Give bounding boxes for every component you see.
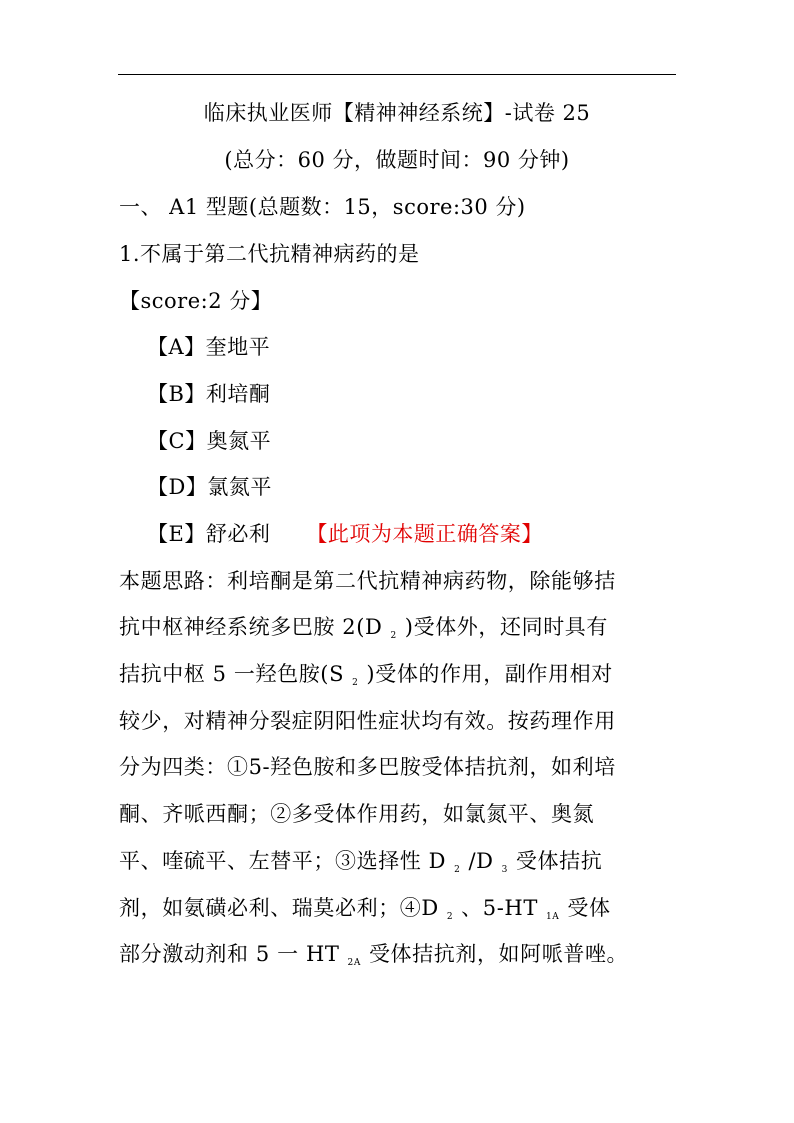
document-subtitle: (总分：60 分，做题时间：90 分钟) — [224, 148, 570, 172]
explanation-line-1: 本题思路：利培酮是第二代抗精神病药物，除能够拮 — [119, 569, 616, 593]
explanation-line-2: 抗中枢神经系统多巴胺 2(D 2 )受体外，还同时具有 — [119, 615, 608, 641]
explanation-line-6: 酮、齐哌西酮；②多受体作用药，如氯氮平、奥氮 — [119, 802, 595, 826]
correct-answer-mark: 【此项为本题正确答案】 — [306, 522, 543, 546]
option-a: 【A】奎地平 — [147, 335, 271, 359]
explanation-line-8: 剂，如氨磺必利、瑞莫必利；④D 2 、5-HT 1A 受体 — [119, 896, 611, 922]
option-e-label: 【E】舒必利 — [147, 522, 271, 546]
document-title: 临床执业医师【精神神经系统】-试卷 25 — [203, 101, 591, 125]
explanation-line-3: 拮抗中枢 5 一羟色胺(S 2 )受体的作用，副作用相对 — [119, 662, 613, 688]
header-rule — [118, 74, 676, 75]
option-d: 【D】氯氮平 — [147, 475, 272, 499]
explanation-line-7: 平、喹硫平、左替平；③选择性 D 2 /D 3 受体拮抗 — [119, 849, 603, 875]
section-heading: 一、 A1 型题(总题数：15，score:30 分) — [119, 195, 526, 219]
explanation-line-5: 分为四类：①5-羟色胺和多巴胺受体拮抗剂，如利培 — [119, 755, 616, 779]
option-b: 【B】利培酮 — [147, 382, 271, 406]
question-score: 【score:2 分】 — [119, 289, 273, 313]
explanation-line-4: 较少，对精神分裂症阴阳性症状均有效。按药理作用 — [119, 709, 616, 733]
option-c: 【C】奥氮平 — [147, 429, 272, 453]
option-e — [147, 521, 543, 547]
explanation-line-9: 部分激动剂和 5 一 HT 2A 受体拮抗剂，如阿哌普唑。 — [119, 942, 629, 968]
question-stem: 1.不属于第二代抗精神病药的是 — [119, 242, 420, 266]
